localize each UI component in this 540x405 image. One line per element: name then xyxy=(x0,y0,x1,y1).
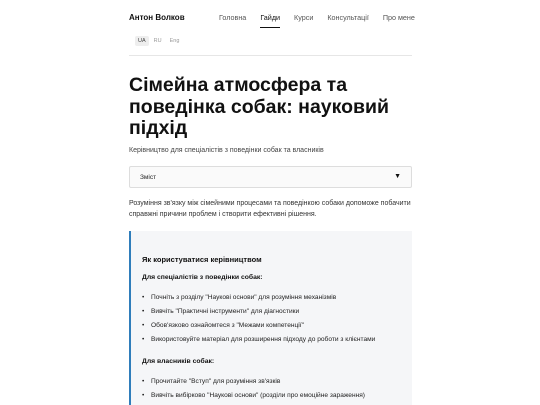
site-header xyxy=(129,0,415,36)
lang-ru[interactable]: RU xyxy=(153,38,162,44)
specialists-list xyxy=(142,291,375,347)
nav-consultations[interactable]: Консультації xyxy=(327,13,369,22)
main-nav xyxy=(219,13,415,22)
callout-title: Як користуватися керівництвом xyxy=(142,255,262,264)
toc-label: Зміст xyxy=(140,174,157,181)
table-of-contents-toggle[interactable] xyxy=(129,166,412,188)
how-to-use-callout xyxy=(129,231,412,405)
list-item: • Вивчіть вибірково "Наукові основи" (розділи про емоційне зараження) xyxy=(142,389,365,403)
nav-courses[interactable]: Курси xyxy=(294,13,314,22)
brand-name[interactable]: Антон Волков xyxy=(129,13,185,22)
list-item: • Використовуйте матеріал для розширення підходу до роботи з клієнтами xyxy=(142,333,375,347)
list-item: • Вивчіть "Практичні інструменти" для діагностики xyxy=(142,305,375,319)
specialists-group-title: Для спеціалістів з поведінки собак: xyxy=(142,274,263,281)
nav-home[interactable]: Головна xyxy=(219,13,247,22)
nav-about[interactable]: Про мене xyxy=(382,13,415,22)
intro-paragraph: Розуміння зв'язку між сімейними процесами та поведінкою собаки допоможе побачити справжні причини проблем і створити ефективні рішення. xyxy=(129,200,411,218)
list-item: • Обов'язково ознайомтеся з "Межами компетенції" xyxy=(142,319,375,333)
chevron-down-icon: ▼ xyxy=(394,173,401,180)
page-title: Сімейна атмосфера та поведінка собак: науковий підхід xyxy=(129,74,390,139)
owners-list xyxy=(142,375,365,403)
page-subtitle: Керівництво для спеціалістів з поведінки собак та власників xyxy=(129,147,324,154)
lang-eng[interactable]: Eng xyxy=(169,38,180,44)
lang-ua[interactable]: UA xyxy=(135,36,149,46)
page-container xyxy=(129,0,415,399)
nav-guides[interactable]: Гайди xyxy=(260,13,281,22)
header-divider xyxy=(129,55,412,56)
list-item: • Прочитайте "Вступ" для розуміння зв'язків xyxy=(142,375,365,389)
language-switcher xyxy=(135,36,182,46)
owners-group-title: Для власників собак: xyxy=(142,358,215,365)
list-item: • Почніть з розділу "Наукові основи" для розуміння механізмів xyxy=(142,291,375,305)
